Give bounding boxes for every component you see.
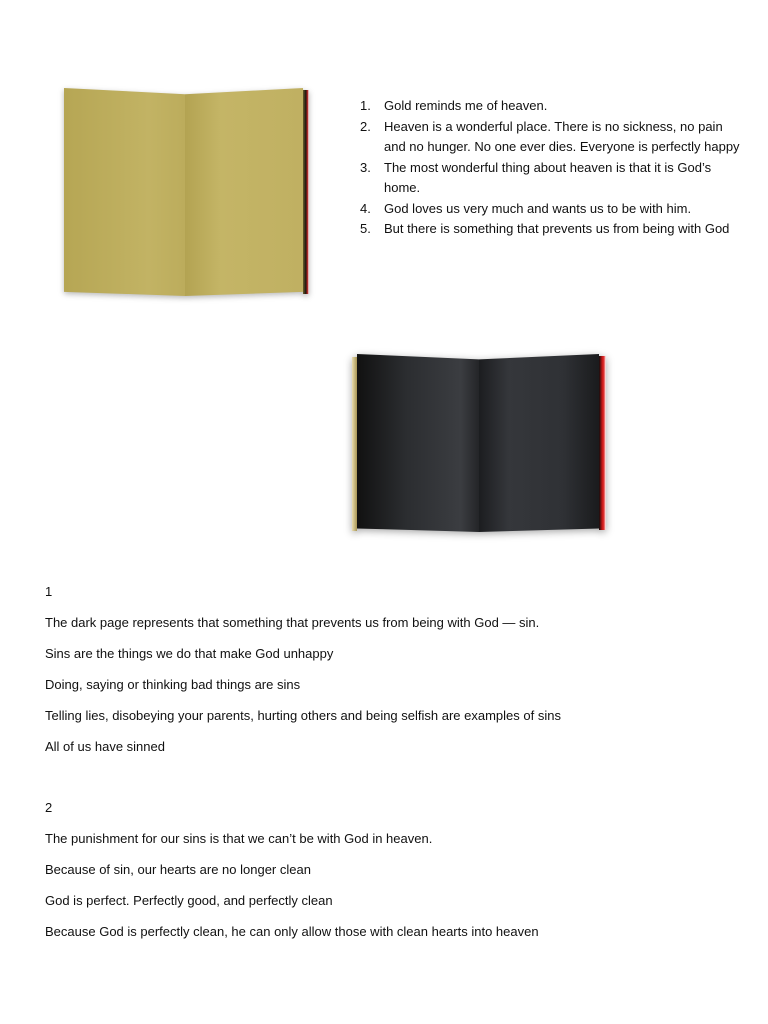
list-text: Gold reminds me of heaven.	[384, 98, 548, 113]
list-text: But there is something that prevents us from being with God	[384, 221, 730, 236]
list-number: 1.	[360, 98, 371, 113]
section-line: God is perfect. Perfectly good, and perfectly clean	[45, 893, 333, 908]
section-line: The punishment for our sins is that we can’t be with God in heaven.	[45, 831, 433, 846]
list-item	[360, 117, 744, 158]
gold-book-image	[60, 88, 314, 296]
list-number: 3.	[360, 159, 371, 175]
section-line: Doing, saying or thinking bad things are sins	[45, 677, 301, 692]
dark-book-left-page	[357, 354, 479, 532]
heaven-truths-list	[360, 96, 744, 240]
section-line: Telling lies, disobeying your parents, hurting others and being selfish are examples of sins	[45, 708, 561, 723]
dark-book-right-page	[479, 354, 599, 532]
list-text: Heaven is a wonderful place. There is no sickness, no pain and no hunger. No one ever dies. Everyone is perfectly happy	[384, 118, 740, 154]
list-number: 5.	[360, 221, 371, 236]
list-number: 2.	[360, 118, 371, 134]
section-line: Because of sin, our hearts are no longer clean	[45, 862, 311, 877]
gold-book-page-edges	[303, 90, 309, 294]
dark-book-image	[352, 354, 610, 532]
section-line: Because God is perfectly clean, he can only allow those with clean hearts into heaven	[45, 924, 539, 939]
section-line: Sins are the things we do that make God unhappy	[45, 646, 334, 661]
gold-book-right-page	[185, 88, 303, 296]
section-line: All of us have sinned	[45, 739, 165, 754]
section-line: The dark page represents that something that prevents us from being with God — sin.	[45, 615, 540, 630]
list-number: 4.	[360, 200, 371, 216]
list-item	[360, 96, 744, 117]
section-number: 2	[45, 800, 53, 815]
list-item	[360, 199, 744, 220]
section-1	[45, 584, 735, 754]
list-text: The most wonderful thing about heaven is that it is God’s home.	[384, 159, 712, 195]
dark-book-page-edges	[599, 356, 606, 530]
dark-book-left-edge	[352, 357, 357, 531]
gold-book-left-page	[64, 88, 185, 296]
section-2	[45, 800, 735, 939]
list-text: God loves us very much and wants us to be with him.	[384, 200, 692, 216]
section-number: 1	[45, 584, 53, 599]
list-item	[360, 219, 744, 240]
list-item	[360, 158, 744, 199]
